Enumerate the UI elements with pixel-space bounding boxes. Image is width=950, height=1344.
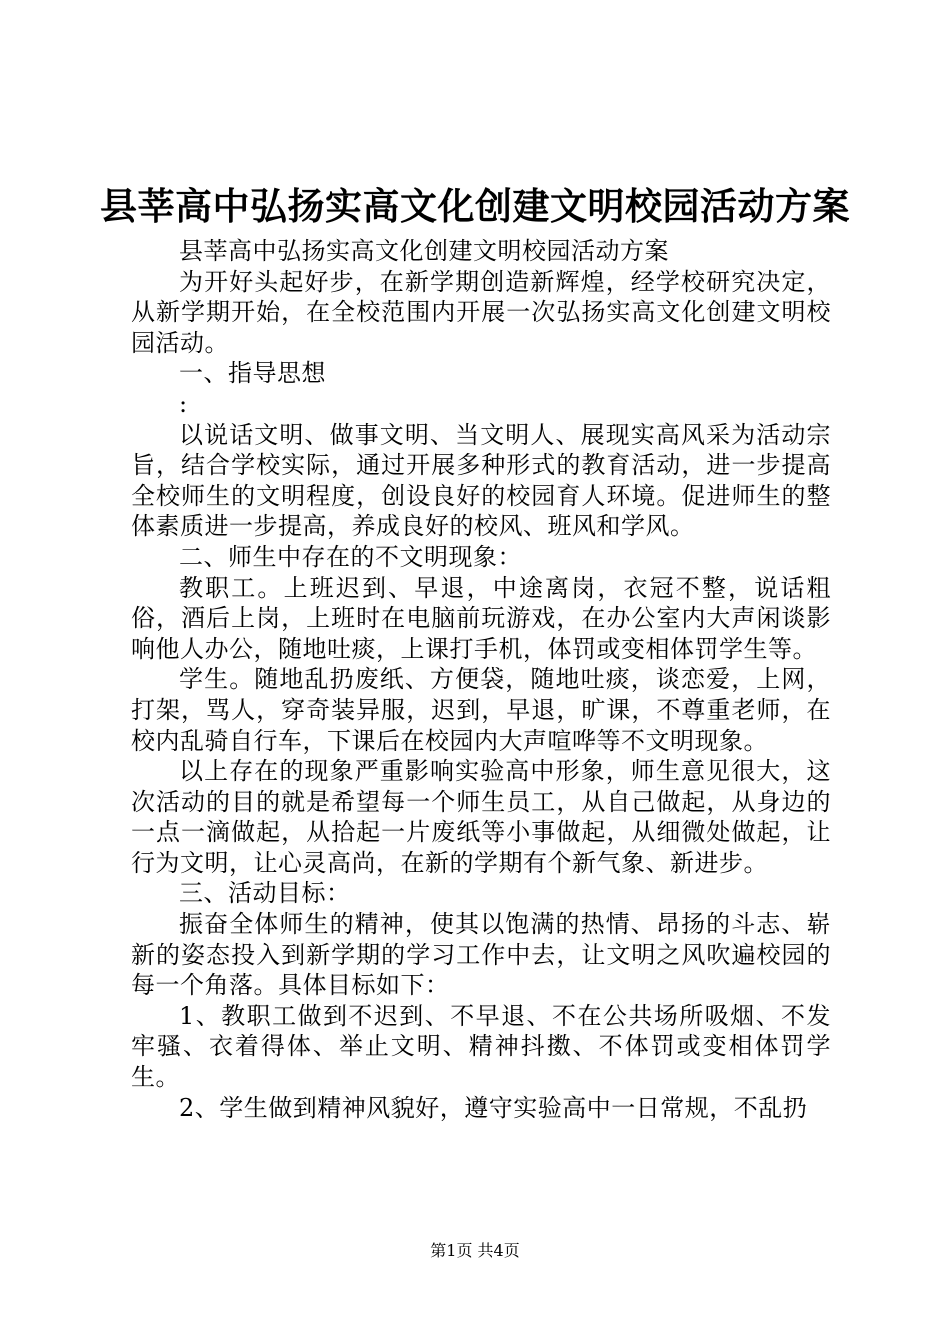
paragraph-guiding-content: 以说话文明、做事文明、当文明人、展现实高风采为活动宗旨，结合学校实际，通过开展多种形式的教育活动，进一步提高全校师生的文明程度，创设良好的校园育人环境。促进师生的整体素质进一步提高，养成良好的校风、班风和学风。 (131, 420, 831, 541)
paragraph-subtitle: 县莘高中弘扬实高文化创建文明校园活动方案 (179, 237, 669, 265)
paragraph-goals: 振奋全体师生的精神，使其以饱满的热情、昂扬的斗志、崭新的姿态投入到新学期的学习工作中去，让文明之风吹遍校园的每一个角落。具体目标如下： (131, 910, 831, 1000)
heading-activity-goals: 三、活动目标： (179, 879, 351, 908)
paragraph-students: 学生。随地乱扔废纸、方便袋，随地吐痰，谈恋爱，上网，打架，骂人，穿奇装异服，迟到，早退，旷课，不尊重老师，在校内乱骑自行车，下课后在校园内大声喧哗等不文明现象。 (131, 665, 831, 755)
heading-guiding-thought: 一、指导思想 (179, 359, 326, 388)
paragraph-intro: 为开好头起好步，在新学期创造新辉煌，经学校研究决定，从新学期开始，在全校范围内开展一次弘扬实高文化创建文明校园活动。 (131, 267, 831, 357)
heading-uncivil-phenomena: 二、师生中存在的不文明现象： (179, 542, 522, 571)
paragraph-goal-1: 1、教职工做到不迟到、不早退、不在公共场所吸烟、不发牢骚、衣着得体、举止文明、精神抖擞、不体罚或变相体罚学生。 (131, 1001, 831, 1092)
document-title: 县莘高中弘扬实高文化创建文明校园活动方案 (100, 185, 850, 228)
paragraph-staff: 教职工。上班迟到、早退，中途离岗，衣冠不整，说话粗俗，酒后上岗，上班时在电脑前玩游戏，在办公室内大声闲谈影响他人办公，随地吐痰，上课打手机，体罚或变相体罚学生等。 (131, 573, 831, 663)
paragraph-goal-2: 2、学生做到精神风貌好，遵守实验高中一日常规，不乱扔 (179, 1093, 808, 1122)
page-footer: 第1页 共4页 (430, 1241, 520, 1260)
paragraph-colon: : (179, 389, 188, 418)
paragraph-purpose: 以上存在的现象严重影响实验高中形象，师生意见很大，这次活动的目的就是希望每一个师生员工，从自己做起，从身边的一点一滴做起，从拾起一片废纸等小事做起，从细微处做起，让行为文明，让心灵高尚，在新的学期有个新气象、新进步。 (131, 757, 831, 877)
document-body (131, 236, 831, 1123)
